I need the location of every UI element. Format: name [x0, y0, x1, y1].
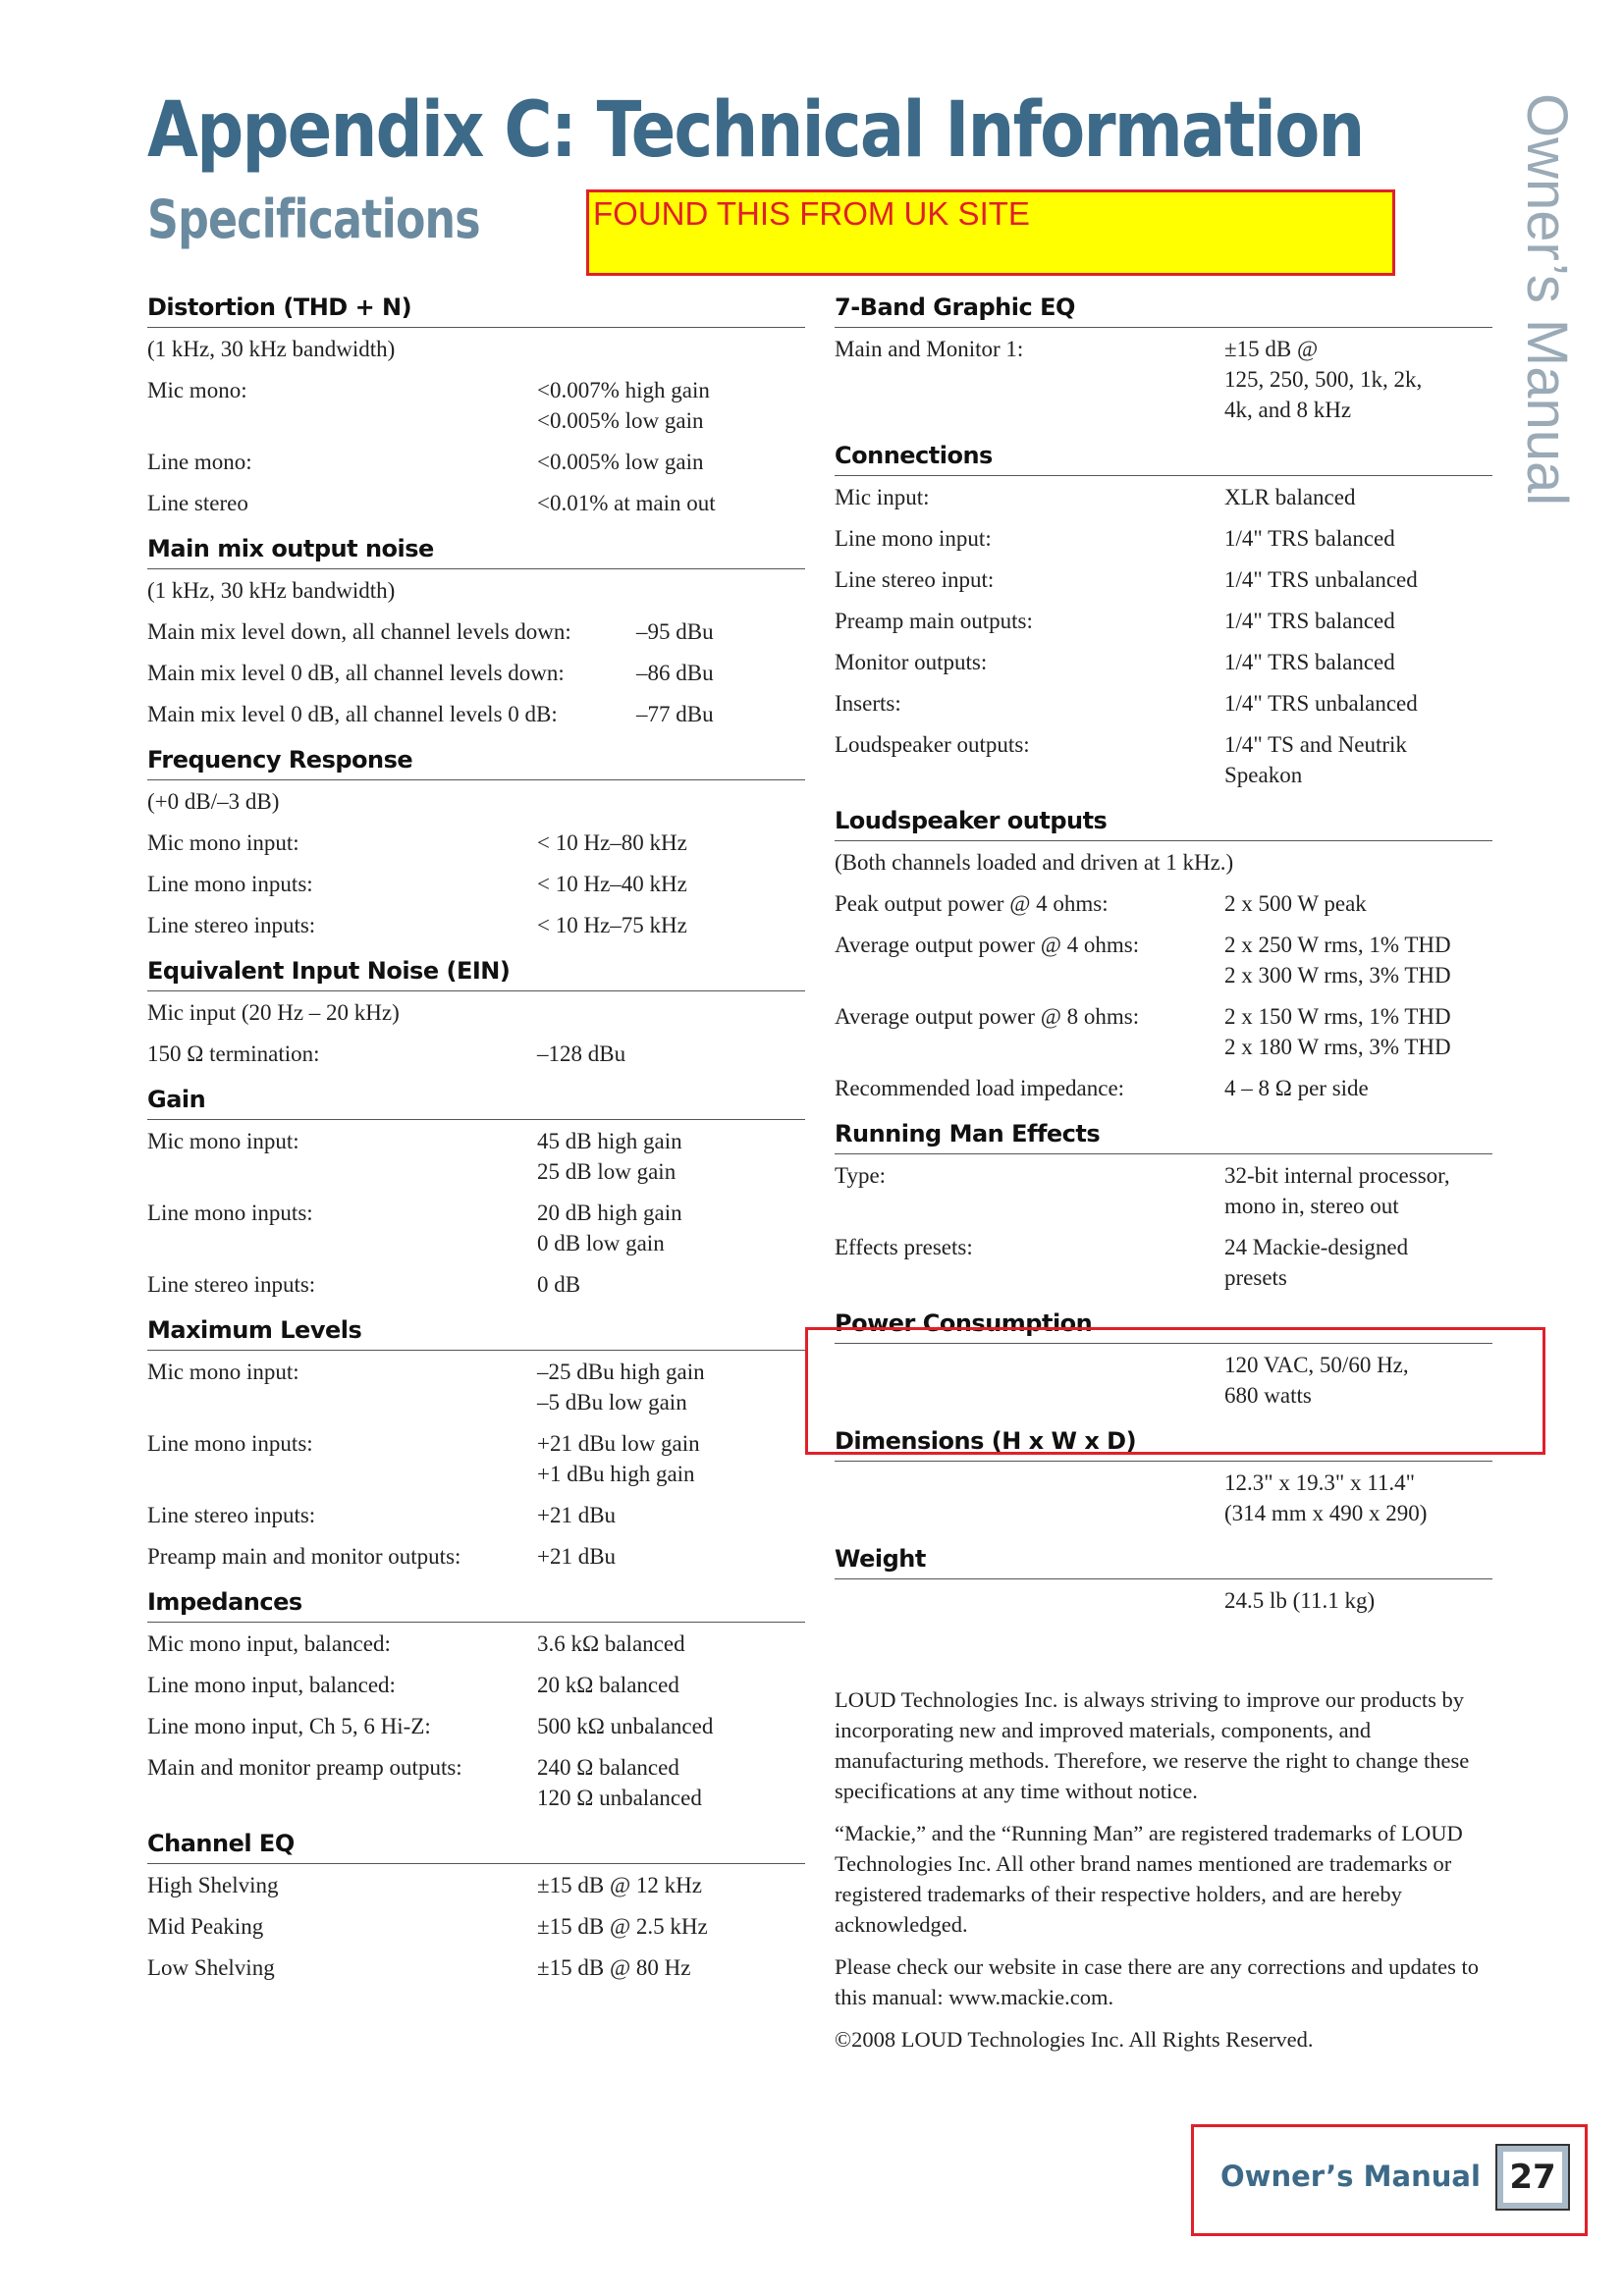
spec-value: < 10 Hz–75 kHz: [537, 913, 687, 937]
section-heading: Weight: [835, 1539, 1492, 1579]
spec-row: [835, 1073, 1492, 1103]
page-subtitle: Specifications: [147, 188, 480, 250]
spec-row: [835, 564, 1492, 595]
spec-value: < 10 Hz–40 kHz: [537, 872, 687, 896]
spec-row: [835, 688, 1492, 719]
spec-section: [147, 951, 805, 1069]
section-heading: 7-Band Graphic EQ: [835, 288, 1492, 328]
spec-value: ±15 dB @ 2.5 kHz: [537, 1914, 708, 1939]
spec-value: 120 VAC, 50/60 Hz, 680 watts: [1224, 1353, 1409, 1408]
spec-row: [835, 729, 1492, 790]
spec-value: ±15 dB @ 12 kHz: [537, 1873, 702, 1897]
section-heading: Distortion (THD + N): [147, 288, 805, 328]
spec-row: [147, 375, 805, 436]
spec-value: 0 dB: [537, 1272, 581, 1297]
spec-label: Loudspeaker outputs:: [835, 732, 1030, 757]
spec-row: [835, 606, 1492, 636]
spec-row: [147, 1629, 805, 1659]
legal-paragraph: “Mackie,” and the “Running Man” are registered trademarks of LOUD Technologies Inc. All other brand names mentioned are trademarks or registered trademarks of their respective holders, and are hereby acknowledged.: [835, 1821, 1463, 1937]
legal-paragraph: LOUD Technologies Inc. is always striving to improve our products by incorporating new and improved materials, components, and manufacturing methods. Therefore, we reserve the right to change these specifications at any time without notice.: [835, 1687, 1470, 1803]
spec-section: [835, 288, 1492, 425]
spec-row: [835, 1001, 1492, 1062]
spec-label: [835, 1585, 1224, 1616]
section-note: (Both channels loaded and driven at 1 kHz.): [835, 850, 1234, 875]
spec-label: [835, 1468, 1224, 1528]
section-note: (1 kHz, 30 kHz bandwidth): [147, 337, 396, 361]
spec-value: 4 – 8 Ω per side: [1224, 1076, 1369, 1100]
spec-row: [147, 1357, 805, 1417]
power-highlight-box: [805, 1327, 1545, 1455]
spec-value: 24.5 lb (11.1 kg): [1224, 1588, 1376, 1613]
spec-row: [147, 1952, 805, 1983]
spec-row: [147, 1269, 805, 1300]
spec-row: [147, 1711, 805, 1741]
right-spec-column: [835, 288, 1492, 2066]
spec-label: Line stereo inputs:: [147, 1503, 316, 1527]
spec-value: 1/4" TRS balanced: [1224, 609, 1395, 633]
spec-label: Monitor outputs:: [835, 650, 988, 674]
side-label: [1509, 93, 1588, 564]
spec-row: [835, 523, 1492, 554]
spec-label: Type:: [835, 1163, 887, 1188]
spec-row: [147, 1670, 805, 1700]
section-note: (1 kHz, 30 kHz bandwidth): [147, 578, 396, 603]
spec-value: 20 dB high gain 0 dB low gain: [537, 1201, 682, 1255]
spec-row: [147, 1428, 805, 1489]
spec-row: [147, 658, 805, 688]
spec-label: Line mono input, balanced:: [147, 1673, 396, 1697]
spec-label: Preamp main and monitor outputs:: [147, 1544, 461, 1569]
spec-value: –95 dBu: [636, 619, 714, 644]
spec-label: Line mono:: [147, 450, 252, 474]
spec-section: [147, 1080, 805, 1300]
spec-value: –86 dBu: [636, 661, 714, 685]
spec-row: [835, 647, 1492, 677]
spec-label: Effects presets:: [835, 1235, 973, 1259]
spec-label: Low Shelving: [147, 1955, 275, 1980]
spec-section: [147, 740, 805, 940]
spec-row: [147, 869, 805, 899]
annotation-note: FOUND THIS FROM UK SITE: [586, 189, 1395, 276]
section-heading: Power Consumption: [835, 1304, 1492, 1344]
spec-value: 3.6 kΩ balanced: [537, 1631, 685, 1656]
spec-value: 20 kΩ balanced: [537, 1673, 679, 1697]
spec-row: [147, 488, 805, 518]
section-heading: Main mix output noise: [147, 529, 805, 569]
spec-label: Mic mono input, balanced:: [147, 1631, 391, 1656]
spec-label: Line mono inputs:: [147, 872, 313, 896]
spec-label: Line stereo: [147, 491, 248, 515]
page-title: Appendix C: Technical Information: [147, 86, 1364, 175]
spec-row: [147, 1039, 805, 1069]
spec-row: [147, 910, 805, 940]
spec-value: 32-bit internal processor, mono in, stereo out: [1224, 1163, 1450, 1218]
spec-label: Mic mono input:: [147, 1129, 299, 1153]
spec-section: [147, 1824, 805, 1983]
spec-row: [147, 1870, 805, 1900]
spec-value: +21 dBu: [537, 1544, 617, 1569]
spec-row: [147, 828, 805, 858]
spec-section: [147, 529, 805, 729]
legal-paragraphs: [835, 1684, 1492, 2055]
section-heading: Running Man Effects: [835, 1114, 1492, 1154]
spec-label: Main and Monitor 1:: [835, 337, 1024, 361]
spec-value: XLR balanced: [1224, 485, 1356, 509]
spec-row: [147, 1198, 805, 1258]
spec-label: High Shelving: [147, 1873, 279, 1897]
section-heading: Dimensions (H x W x D): [835, 1421, 1492, 1462]
spec-label: Average output power @ 4 ohms:: [835, 933, 1140, 957]
spec-label: Line stereo input:: [835, 567, 995, 592]
spec-value: 45 dB high gain 25 dB low gain: [537, 1129, 682, 1184]
spec-row: [147, 1752, 805, 1813]
spec-value: 12.3" x 19.3" x 11.4" (314 mm x 490 x 290): [1224, 1470, 1428, 1525]
spec-label: Main mix level 0 dB, all channel levels 0 dB:: [147, 702, 558, 726]
section-heading: Frequency Response: [147, 740, 805, 780]
spec-value: <0.007% high gain <0.005% low gain: [537, 378, 710, 433]
section-heading: Gain: [147, 1080, 805, 1120]
spec-row: [147, 699, 805, 729]
spec-value: +21 dBu: [537, 1503, 617, 1527]
spec-section: [835, 1539, 1492, 1616]
side-label-text: Owner’s Manual: [1515, 93, 1579, 507]
section-note: (+0 dB/–3 dB): [147, 789, 280, 814]
spec-section: [147, 1310, 805, 1572]
spec-value: < 10 Hz–80 kHz: [537, 830, 687, 855]
spec-value: 1/4" TS and Neutrik Speakon: [1224, 732, 1407, 787]
spec-label: Line mono inputs:: [147, 1431, 313, 1456]
spec-value: ±15 dB @ 80 Hz: [537, 1955, 691, 1980]
spec-label: Line mono input, Ch 5, 6 Hi-Z:: [147, 1714, 431, 1738]
section-heading: Loudspeaker outputs: [835, 801, 1492, 841]
spec-label: Average output power @ 8 ohms:: [835, 1004, 1140, 1029]
legal-paragraph: Please check our website in case there are any corrections and updates to this manual: www.mackie.com.: [835, 1954, 1479, 2009]
spec-value: 1/4" TRS unbalanced: [1224, 567, 1418, 592]
spec-value: 24 Mackie-designed presets: [1224, 1235, 1409, 1290]
spec-label: Main and monitor preamp outputs:: [147, 1755, 462, 1780]
section-heading: Connections: [835, 436, 1492, 476]
spec-row: [835, 1160, 1492, 1221]
page-number: 27: [1495, 2144, 1570, 2211]
spec-value: 2 x 150 W rms, 1% THD 2 x 180 W rms, 3% THD: [1224, 1004, 1451, 1059]
spec-label: Inserts:: [835, 691, 901, 716]
spec-row: [147, 1126, 805, 1187]
spec-section: [835, 436, 1492, 790]
footer-label: Owner’s Manual: [1220, 2160, 1481, 2193]
spec-row: [147, 1541, 805, 1572]
spec-section: [147, 1582, 805, 1813]
left-spec-column: [147, 288, 805, 1994]
spec-row: [835, 888, 1492, 919]
spec-value: 2 x 500 W peak: [1224, 891, 1367, 916]
spec-row: [147, 616, 805, 647]
section-heading: Channel EQ: [147, 1824, 805, 1864]
spec-row: [835, 930, 1492, 990]
spec-label: Mic input:: [835, 485, 930, 509]
spec-value: 1/4" TRS unbalanced: [1224, 691, 1418, 716]
section-heading: Equivalent Input Noise (EIN): [147, 951, 805, 991]
spec-label: Preamp main outputs:: [835, 609, 1033, 633]
spec-row: [147, 1500, 805, 1530]
spec-value: 500 kΩ unbalanced: [537, 1714, 714, 1738]
spec-label: Mic mono input:: [147, 1360, 299, 1384]
spec-label: Peak output power @ 4 ohms:: [835, 891, 1109, 916]
spec-value: 1/4" TRS balanced: [1224, 526, 1395, 551]
spec-label: Mic mono input:: [147, 830, 299, 855]
spec-value: –77 dBu: [636, 702, 714, 726]
spec-label: Line mono input:: [835, 526, 992, 551]
spec-row: [147, 447, 805, 477]
spec-label: Line stereo inputs:: [147, 1272, 316, 1297]
spec-label: Recommended load impedance:: [835, 1076, 1125, 1100]
section-heading: Maximum Levels: [147, 1310, 805, 1351]
spec-row: [147, 1911, 805, 1942]
spec-value: –128 dBu: [537, 1041, 626, 1066]
section-note: Mic input (20 Hz – 20 kHz): [147, 1000, 400, 1025]
spec-value: –25 dBu high gain –5 dBu low gain: [537, 1360, 705, 1415]
spec-label: 150 Ω termination:: [147, 1041, 320, 1066]
spec-row: [835, 334, 1492, 425]
section-heading: Impedances: [147, 1582, 805, 1623]
legal-paragraph: ©2008 LOUD Technologies Inc. All Rights Reserved.: [835, 2027, 1314, 2052]
spec-section: [147, 288, 805, 518]
spec-value: 240 Ω balanced 120 Ω unbalanced: [537, 1755, 702, 1810]
spec-row: [835, 482, 1492, 512]
spec-label: Mic mono:: [147, 378, 247, 402]
spec-row: [835, 1585, 1492, 1616]
spec-section: [835, 801, 1492, 1103]
spec-label: Main mix level 0 dB, all channel levels down:: [147, 661, 565, 685]
spec-value: 2 x 250 W rms, 1% THD 2 x 300 W rms, 3% THD: [1224, 933, 1451, 988]
spec-value: <0.005% low gain: [537, 450, 704, 474]
spec-value: ±15 dB @ 125, 250, 500, 1k, 2k, 4k, and 8 kHz: [1224, 337, 1423, 422]
spec-row: [835, 1468, 1492, 1528]
spec-section: [835, 1114, 1492, 1293]
spec-label: Line mono inputs:: [147, 1201, 313, 1225]
spec-row: [835, 1232, 1492, 1293]
spec-value: <0.01% at main out: [537, 491, 716, 515]
spec-label: Main mix level down, all channel levels down:: [147, 619, 571, 644]
spec-value: 1/4" TRS balanced: [1224, 650, 1395, 674]
spec-value: +21 dBu low gain +1 dBu high gain: [537, 1431, 700, 1486]
spec-label: Mid Peaking: [147, 1914, 264, 1939]
spec-label: Line stereo inputs:: [147, 913, 316, 937]
